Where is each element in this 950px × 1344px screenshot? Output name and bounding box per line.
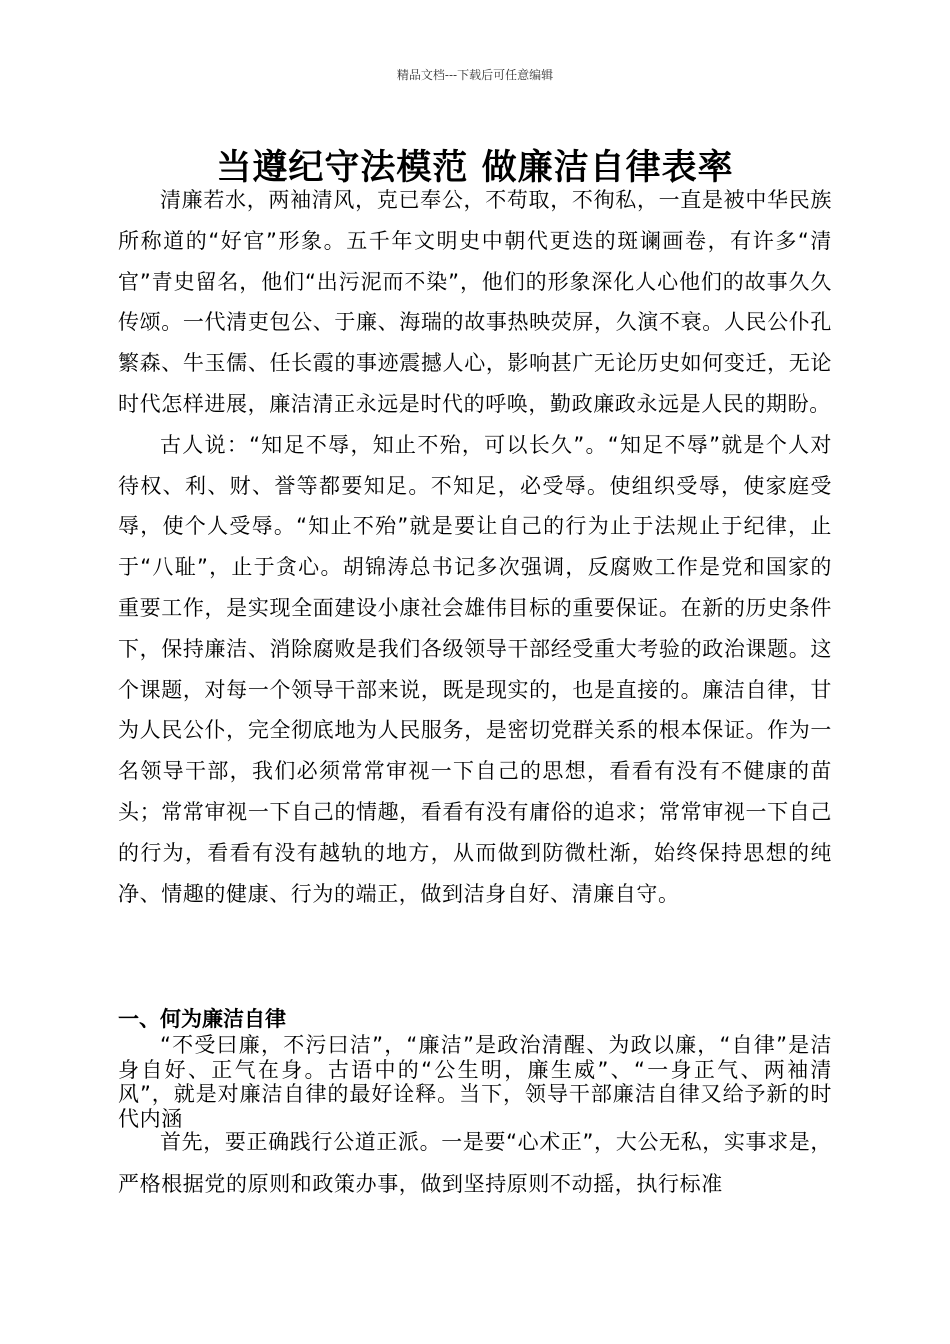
page-header: 精品文档---下载后可任意编辑 xyxy=(396,68,554,82)
continuation-body xyxy=(118,1121,832,1205)
paragraph-2: 古人说：“知足不辱，知止不殆，可以长久”。“知足不辱”就是个人对待权、利、财、誉等都要知足。不知足，必受辱。使组织受辱，使家庭受辱，使个人受辱。“知止不殆”就是要让自己的行为止于法规止于纪律，止于“八耻”，止于贪心。胡锦涛总书记多次强调，反腐败工作是党和国家的重要工作，是实现全面建设小康社会雄伟目标的重要保证。在新的历史条件下，保持廉洁、消除腐败是我们各级领导干部经受重大考验的政治课题。这个课题，对每一个领导干部来说，既是现实的，也是直接的。廉洁自律，甘为人民公仆，完全彻底地为人民服务，是密切党群关系的根本保证。作为一名领导干部，我们必须常常审视一下自己的思想，看看有没有不健康的苗头；常常审视一下自己的情趣，看看有没有庸俗的追求；常常审视一下自己的行为，看看有没有越轨的地方，从而做到防微杜渐，始终保持思想的纯净、情趣的健康、行为的端正，做到洁身自好、清廉自守。 xyxy=(118,432,832,906)
document-title: 当遵纪守法模范 做廉洁自律表率 xyxy=(216,147,734,188)
paragraph-1: 清廉若水，两袖清风，克已奉公，不苟取，不徇私，一直是被中华民族所称道的“好官”形象。五千年文明史中朝代更迭的斑谰画卷，有许多“清官”青史留名，他们“出污泥而不染”，他们的形象深化人心他们的故事久久传颂。一代清吏包公、于廉、海瑞的故事热映荧屏，久演不衰。人民公仆孔繁森、牛玉儒、任长霞的事迹震撼人心，影响甚广无论历史如何变迁，无论时代怎样进展，廉洁清正永远是时代的呼唤，勤政廉政永远是人民的期盼。 xyxy=(118,188,832,416)
last-paragraph: 首先，要正确践行公道正派。一是要“心术正”，大公无私，实事求是，严格根据党的原则和政策办事，做到坚持原则不动摇，执行标准 xyxy=(118,1130,832,1196)
section-paragraph: “不受曰廉，不污曰洁”，“廉洁”是政治清醒、为政以廉，“自律”是洁身自好、正气在身。古语中的“公生明，廉生威”、“一身正气、两袖清风”，就是对廉洁自律的最好诠释。当下，领导干部廉洁自律又给予新的时代内涵 xyxy=(118,1033,832,1131)
section-body xyxy=(118,1033,832,1131)
document-body xyxy=(118,180,832,914)
section-heading: 一、何为廉洁自律 xyxy=(118,1007,286,1031)
